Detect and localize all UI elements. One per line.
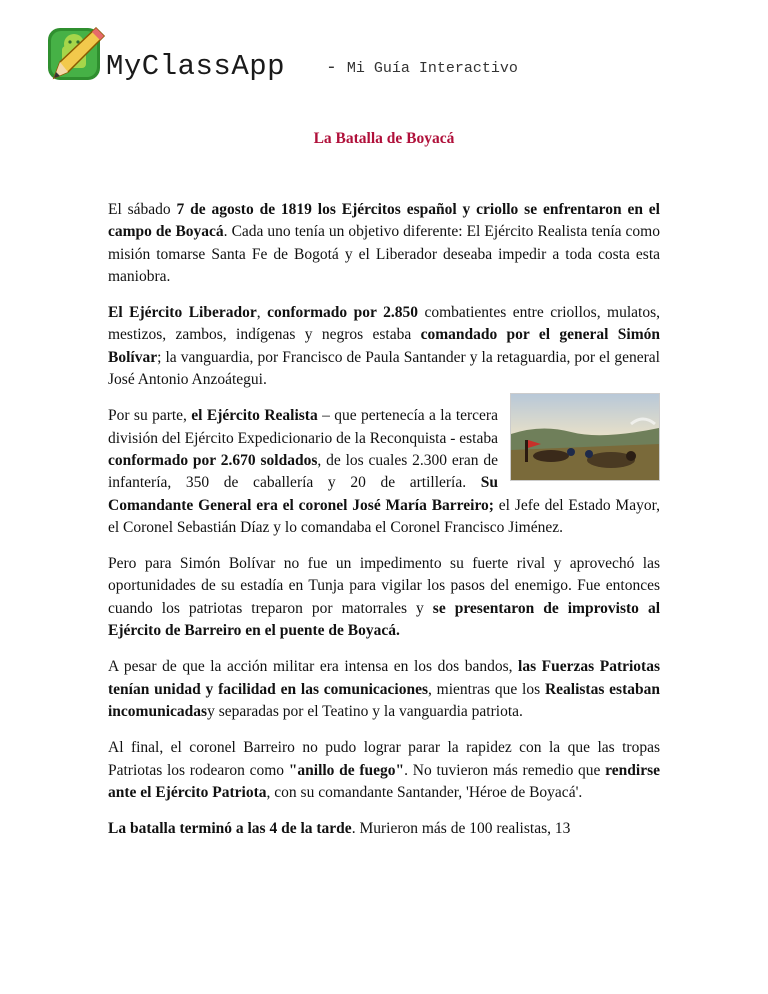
text-run: el Jefe del Estado Mayor, el Coronel Sebastián Díaz y lo comandaba el Coronel Francisco Jiménez. — [108, 496, 660, 536]
app-header — [44, 22, 724, 92]
text-run: Pero para Simón Bolívar no fue un impedimento su fuerte rival y aprovechó las oportunidades de su estadía en Tunja para vigilar los pasos del enemigo. Fue entonces cuando los patriotas treparon por matorrales y — [108, 555, 660, 617]
text-run: , con su comandante Santander, 'Héroe de Boyacá'. — [266, 783, 583, 801]
text-run: Al final, el coronel Barreiro no pudo lograr parar la rapidez con la que las tropas Patriotas los rodearon como — [108, 739, 660, 779]
bold-text-run: Realistas estaban incomunicadas — [108, 680, 660, 720]
paragraph-5 — [108, 656, 660, 723]
text-run: El sábado — [108, 201, 177, 218]
bold-text-run: El Ejército Liberador — [108, 304, 257, 322]
paragraph-7 — [108, 818, 660, 840]
document-body — [108, 199, 660, 854]
text-run: , mientras que los — [427, 680, 545, 698]
app-tagline — [326, 58, 518, 78]
bold-text-run: Su Comandante General era el coronel José María Barreiro; — [108, 474, 498, 514]
text-run: . No tuvieron más remedio que — [404, 761, 606, 779]
battle-painting-image — [510, 393, 660, 481]
text-run: . Cada uno tenía un objetivo diferente: El Ejército Realista tenía como misión tomarse Santa Fe de Bogotá y el Liberador deseaba impedir a toda costa esta maniobra. — [108, 223, 660, 285]
paragraph-2 — [108, 302, 660, 391]
bold-text-run: La batalla terminó a las 4 de la tarde — [108, 820, 352, 838]
tagline-text: Mi Guía Interactivo — [346, 60, 518, 77]
paragraph-1 — [108, 199, 660, 288]
paragraph-3 — [108, 405, 660, 539]
bold-text-run: conformado por 2.670 soldados — [108, 451, 318, 469]
text-run: A pesar de que la acción militar era intensa en los dos bandos, — [108, 658, 519, 676]
separator: - — [326, 58, 337, 78]
bold-text-run: conformado por 2.850 — [267, 304, 418, 322]
text-run: – que pertenecía a la tercera división del Ejército Expedicionario de la Reconquista - estaba — [108, 407, 498, 447]
page-title: La Batalla de Boyacá — [313, 130, 455, 147]
text-run: , de los cuales 2.300 eran de infantería, 350 de caballería y 20 de artillería. — [108, 451, 499, 492]
paragraph-6 — [108, 737, 660, 804]
bold-text-run: "anillo de fuego" — [288, 761, 405, 779]
text-run: combatientes entre criollos, mulatos, mestizos, zambos, indígenas y negros estaba — [108, 304, 661, 344]
bold-text-run: comandado por el general Simón Bolívar — [108, 326, 660, 366]
text-run: . Murieron más de 100 realistas, 13 — [351, 820, 571, 838]
text-run: Por su parte, — [108, 407, 192, 425]
app-name: MyClassApp — [106, 50, 286, 83]
text-run: y separadas por el Teatino y la vanguardia patriota. — [207, 702, 523, 720]
bold-text-run: 7 de agosto de 1819 los Ejércitos español y criollo se enfrentaron en el campo de Boyacá — [108, 201, 660, 241]
text-run: ; la vanguardia, por Francisco de Paula Santander y la retaguardia, por el general José Antonio Anzoátegui. — [108, 348, 660, 389]
android-pencil-logo-icon — [44, 22, 108, 86]
bold-text-run: rendirse ante el Ejército Patriota — [108, 761, 660, 801]
bold-text-run: el Ejército Realista — [191, 407, 318, 425]
text-run: , — [256, 304, 268, 322]
bold-text-run: las Fuerzas Patriotas tenían unidad y facilidad en las comunicaciones — [108, 658, 660, 698]
paragraph-4 — [108, 553, 660, 642]
bold-text-run: se presentaron de improvisto al Ejército de Barreiro en el puente de Boyacá. — [108, 599, 661, 640]
